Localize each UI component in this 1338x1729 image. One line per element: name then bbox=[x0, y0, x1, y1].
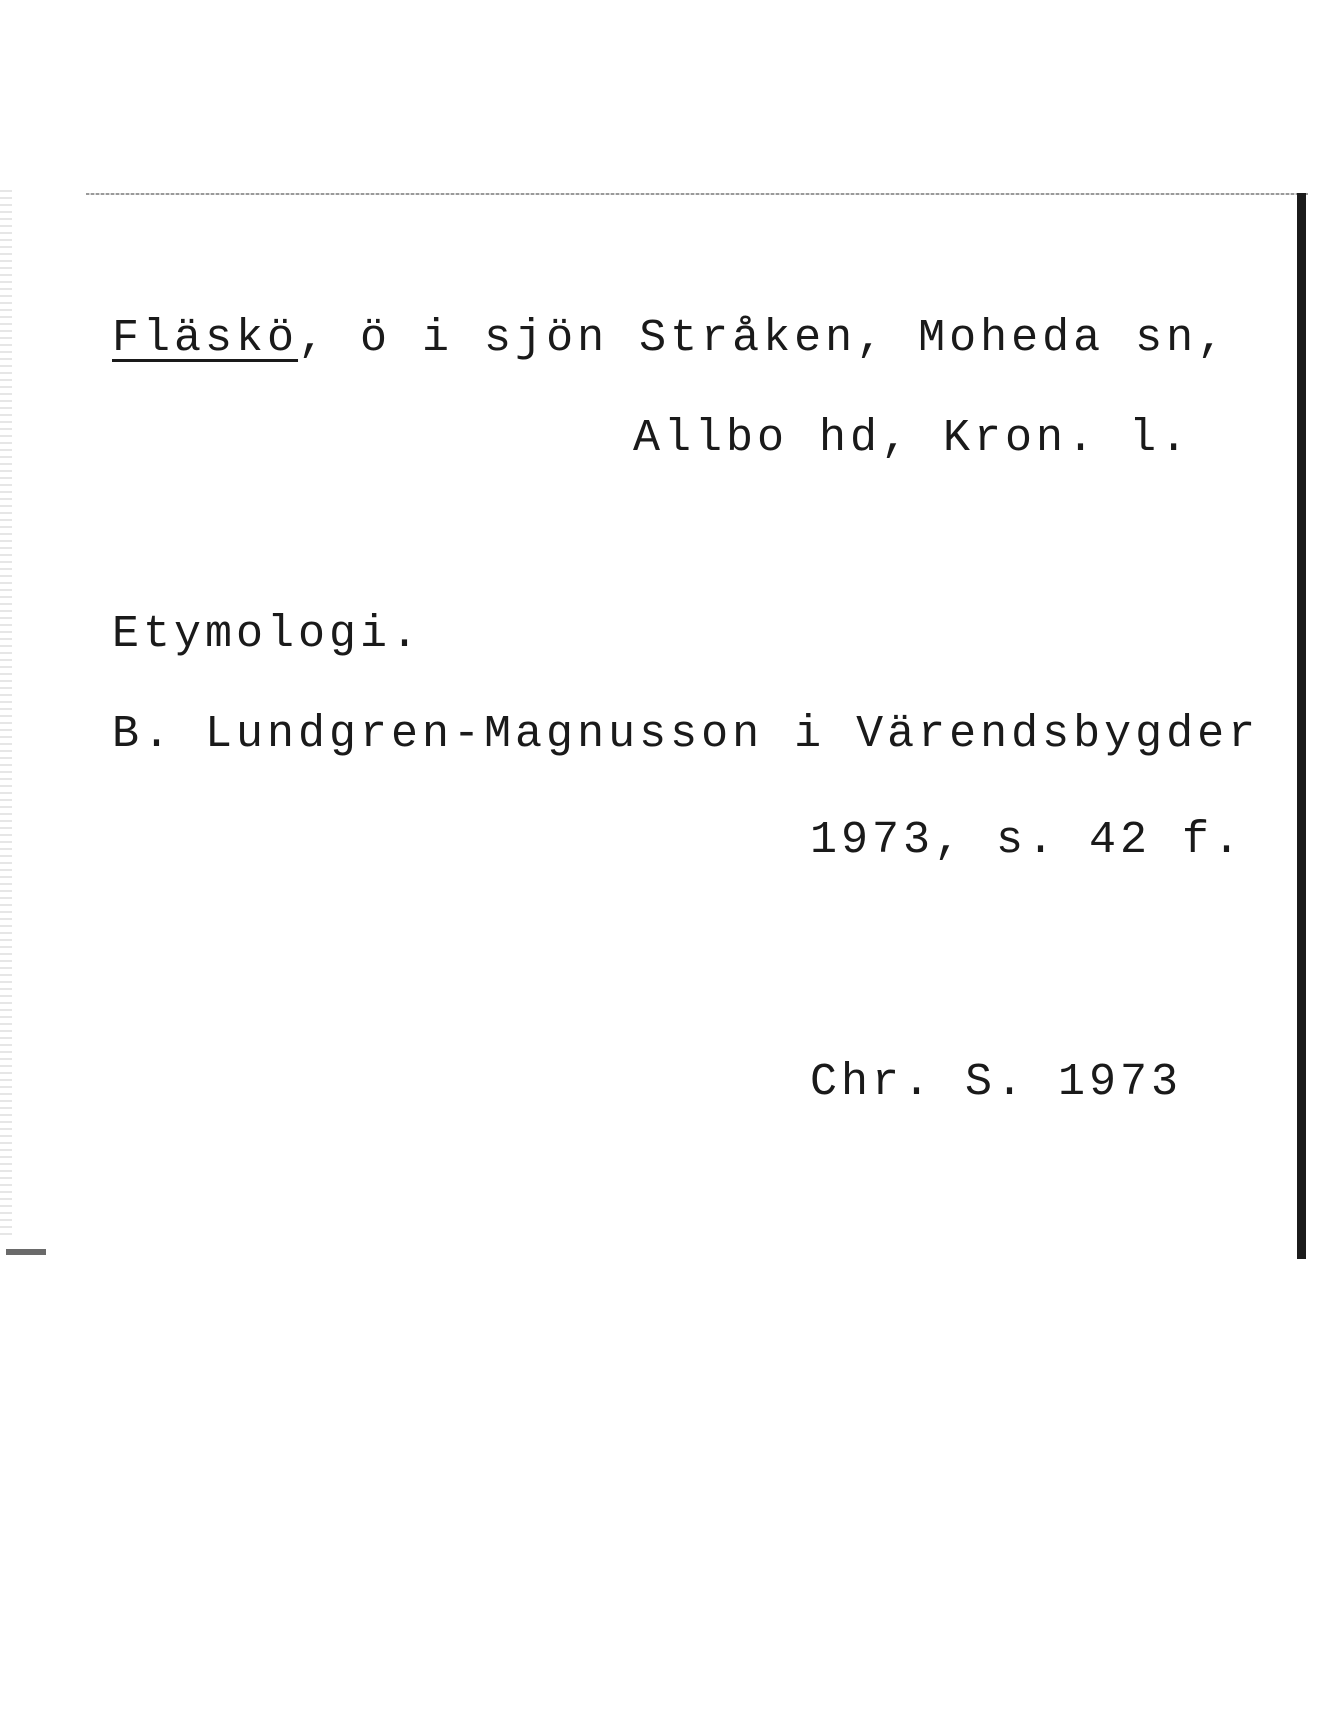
section-label: Etymologi. bbox=[112, 609, 423, 660]
card-top-edge bbox=[86, 193, 1308, 195]
scan-mark bbox=[6, 1249, 46, 1255]
place-description: , ö i sjön Stråken, Moheda sn, bbox=[298, 313, 1229, 364]
heading-line-1 bbox=[112, 313, 1229, 364]
card-right-edge bbox=[1297, 193, 1306, 1259]
scan-edge-speckle bbox=[0, 190, 12, 1240]
heading-line-2: Allbo hd, Kron. l. bbox=[633, 413, 1192, 464]
reference-line-1: B. Lundgren-Magnusson i Värendsbygder bbox=[112, 709, 1260, 760]
reference-line-2: 1973, s. 42 f. bbox=[810, 815, 1245, 866]
place-name: Fläskö bbox=[112, 313, 299, 364]
signature: Chr. S. 1973 bbox=[810, 1057, 1183, 1108]
